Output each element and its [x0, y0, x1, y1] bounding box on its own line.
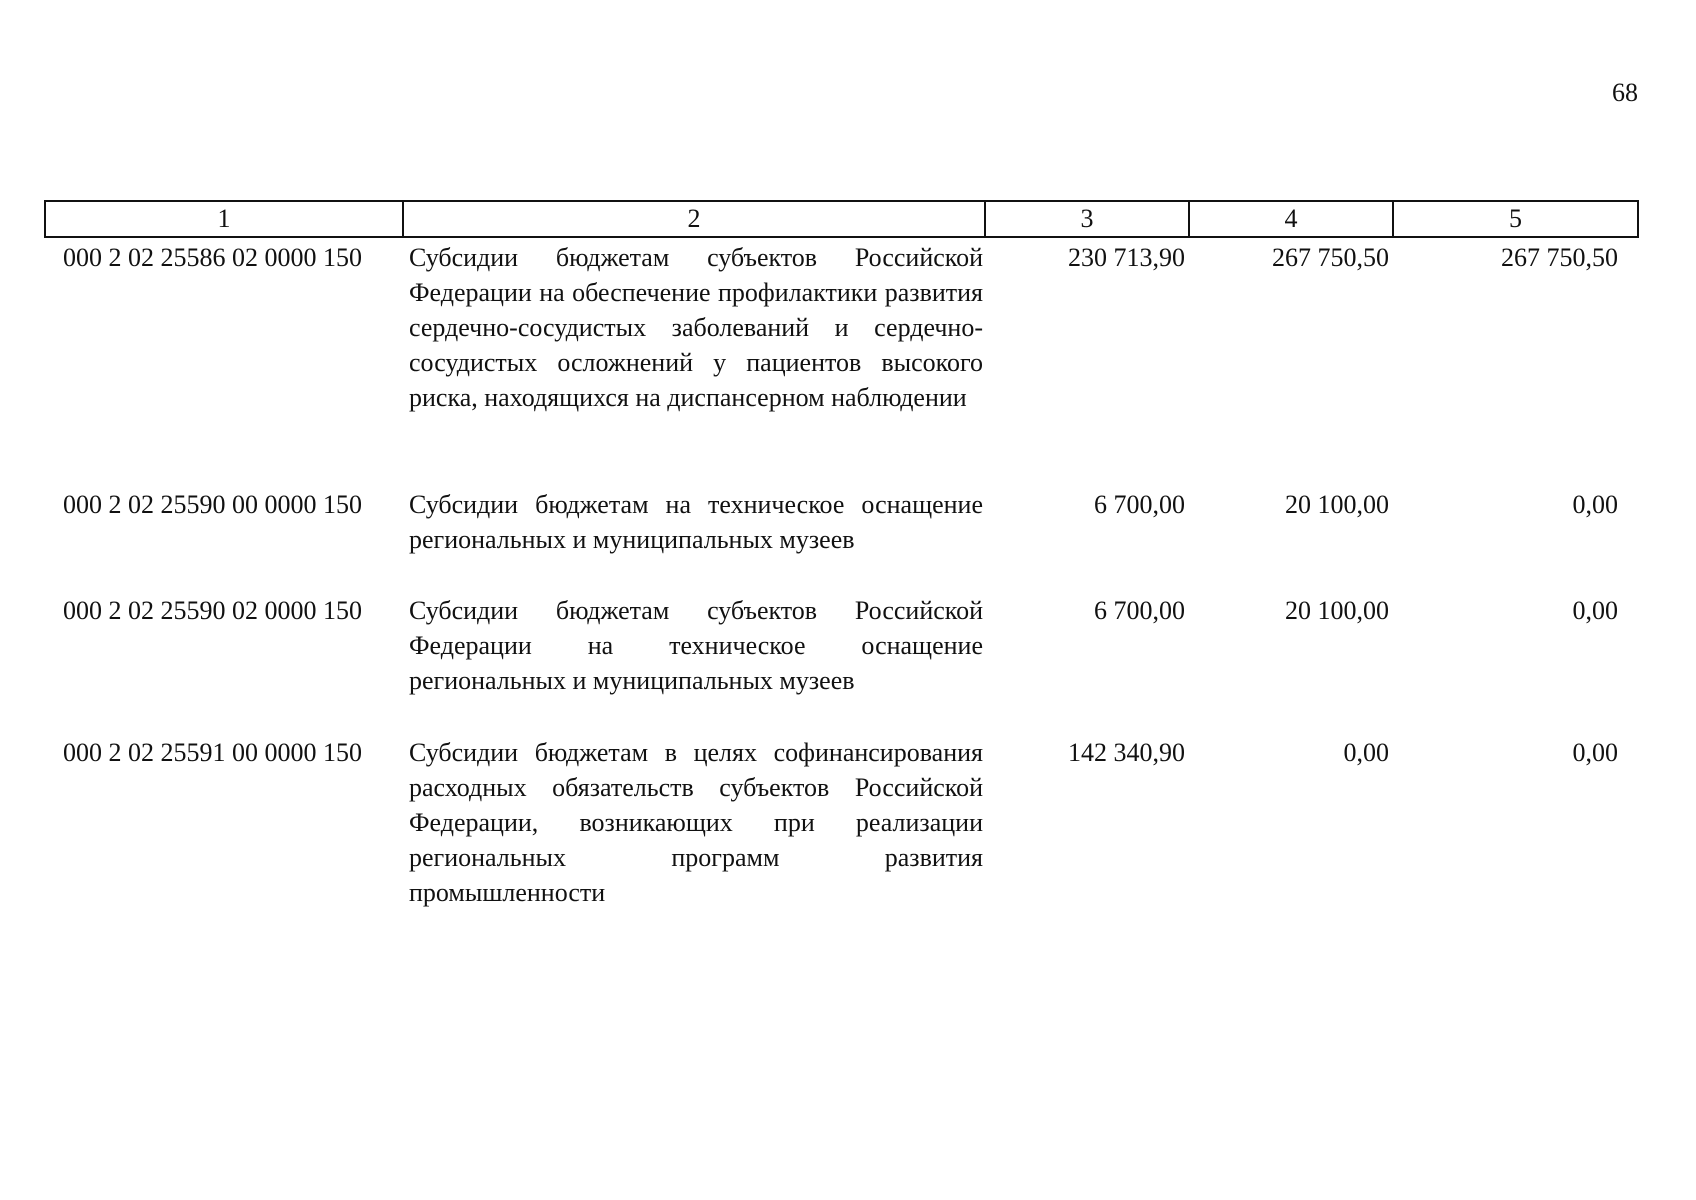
header-col-2: 2: [403, 201, 985, 237]
budget-code: 000 2 02 25586 02 0000 150: [63, 243, 362, 272]
item-name: Субсидии бюджетам субъектов Российской Федерации на обеспечение профилактики развития сердечно-сосудистых заболеваний и сердечно-сосудистых осложнений у пациентов высокого риска, находящихся на диспансерном наблюдении: [409, 243, 983, 412]
table-header: [45, 201, 1638, 237]
amount-col-3: 230 713,90: [1068, 243, 1185, 272]
table-body: [45, 237, 1638, 915]
amount-col-5: 0,00: [1572, 596, 1618, 625]
header-col-1: 1: [45, 201, 403, 237]
budget-code: 000 2 02 25590 00 0000 150: [63, 490, 362, 519]
amount-col-5: 267 750,50: [1501, 243, 1618, 272]
table-row: [45, 237, 1638, 485]
table-row: [45, 591, 1638, 733]
budget-code: 000 2 02 25590 02 0000 150: [63, 596, 362, 625]
amount-col-3: 6 700,00: [1094, 596, 1185, 625]
amount-col-4: 267 750,50: [1272, 243, 1389, 272]
item-name: Субсидии бюджетам на техническое оснащение региональных и муниципальных музеев: [409, 490, 983, 554]
header-col-3: 3: [985, 201, 1189, 237]
amount-col-4: 20 100,00: [1285, 596, 1389, 625]
amount-col-4: 20 100,00: [1285, 490, 1389, 519]
item-name: Субсидии бюджетам в целях софинансирования расходных обязательств субъектов Российской Федерации, возникающих при реализации региональных программ развития промышленности: [409, 738, 983, 907]
table-row: [45, 485, 1638, 591]
amount-col-3: 6 700,00: [1094, 490, 1185, 519]
amount-col-3: 142 340,90: [1068, 738, 1185, 767]
budget-code: 000 2 02 25591 00 0000 150: [63, 738, 362, 767]
budget-table: [44, 200, 1639, 915]
header-col-4: 4: [1189, 201, 1393, 237]
page-number: 68: [1612, 78, 1638, 107]
item-name: Субсидии бюджетам субъектов Российской Федерации на техническое оснащение региональных и муниципальных музеев: [409, 596, 983, 695]
header-col-5: 5: [1393, 201, 1638, 237]
amount-col-5: 0,00: [1572, 738, 1618, 767]
header-row: [45, 201, 1638, 237]
amount-col-5: 0,00: [1572, 490, 1618, 519]
amount-col-4: 0,00: [1343, 738, 1389, 767]
table-row: [45, 733, 1638, 915]
